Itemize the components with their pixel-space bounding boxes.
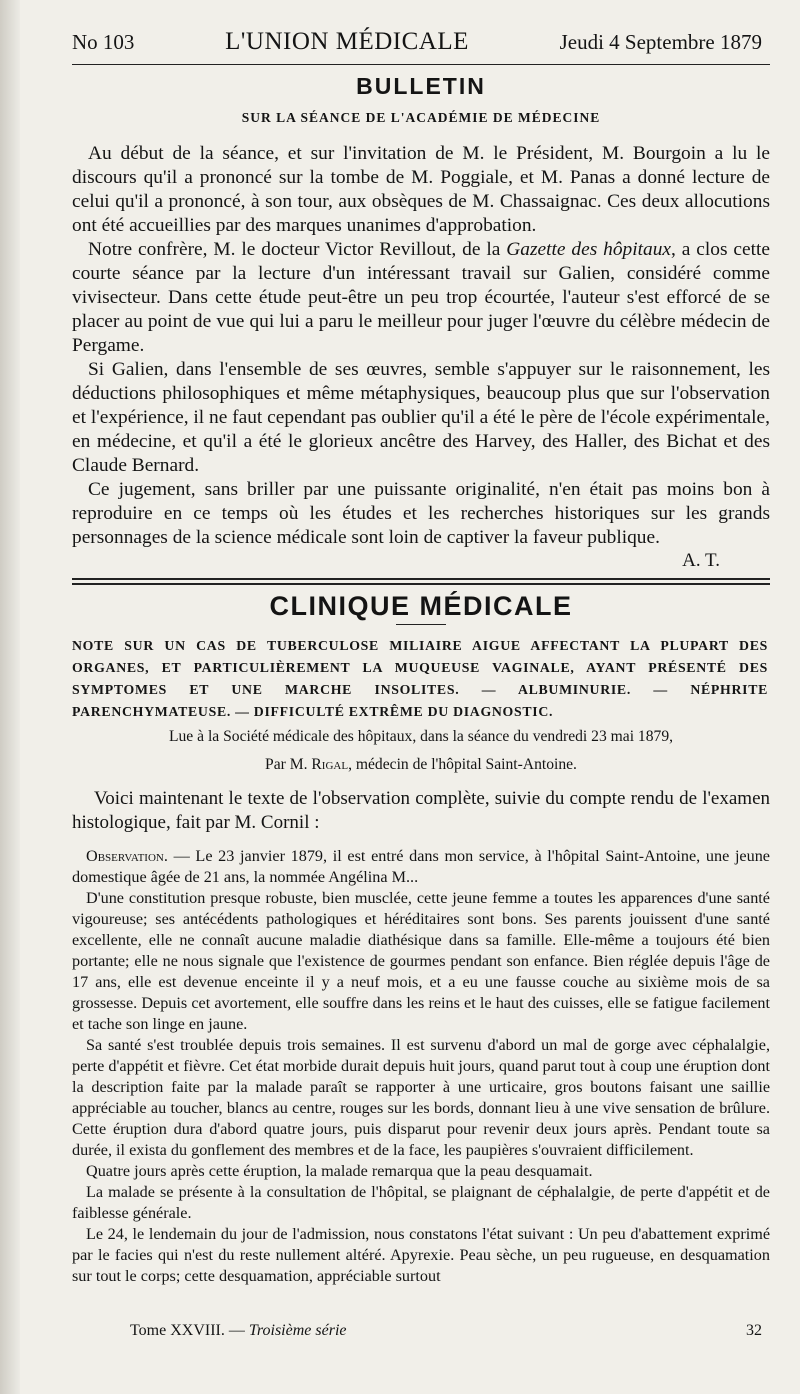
observation-paragraph: Sa santé s'est troublée depuis trois semaines. Il est survenu d'abord un mal de gorge avec céphalalgie, perte d'appétit et fièvre. Cet état morbide durait depuis huit jours, quand parut tout à coup une éruption dont la description faite par la malade paraît se rapporter à une urticaire, gros boutons faisant une saillie appréciable au toucher, blancs au centre, rouges sur les bords, donnant lieu à une vive sensation de brûlure. Cette éruption dura d'abord quatre jours, puis disparut pour revenir deux jours après. Pendant toute sa durée, il exista du gonflement des membres et de la face, les paupières s'ouvraient difficilement. <box>72 1036 770 1159</box>
gazette-title: Gazette des hôpitaux <box>506 239 672 260</box>
journal-title: L'UNION MÉDICALE <box>225 28 469 55</box>
observation-paragraph: D'une constitution presque robuste, bien musclée, cette jeune femme a toutes les apparences d'une santé vigoureuse; ses antécédents pathologiques et héréditaires sont bons. Ses parents jouissent d'une santé excellente, elle ne connaît aucune maladie diathésique dans sa famille. Elle-même a toujours été bien portante; elle ne nous signale que l'existence de gourmes pendant son enfance. Bien réglée depuis l'âge de 17 ans, elle est devenue enceinte il y a neuf mois, et a eu une fausse couche au sixième mois de sa grossesse. Depuis cet avortement, elle souffre dans les reins et le haut des cuisses, elle se fatigue facilement et tache son linge en jaune. <box>72 889 770 1033</box>
issue-date: Jeudi 4 Septembre 1879 <box>559 30 762 54</box>
bulletin-paragraph: Ce jugement, sans briller par une puissante originalité, n'en était pas moins bon à reproduire en ce temps où les études et les recherches historiques sur les grands personnages de la science médicale sont loin de captiver la faveur publique. <box>72 479 770 548</box>
author-line <box>72 751 770 779</box>
page-header <box>72 28 762 56</box>
observation-paragraph: La malade se présente à la consultation de l'hôpital, se plaignant de céphalalgie, de perte d'appétit et de faiblesse générale. <box>72 1183 770 1222</box>
clinique-title: CLINIQUE MÉDICALE <box>269 591 573 621</box>
bulletin-title: BULLETIN <box>356 73 486 99</box>
note-title: NOTE SUR UN CAS DE TUBERCULOSE MILIAIRE AIGUE AFFECTANT LA PLUPART DES ORGANES, ET PARTICULIÈREMENT LA MUQUEUSE VAGINALE, AYANT PRÉSENTÉ DES SYMPTOMES ET UNE MARCHE INSOLITES. — ALBUMINURIE. — NÉPHRITE PARENCHYMATEUSE. — DIFFICULTÉ EXTRÊME DU DIAGNOSTIC. <box>72 638 768 719</box>
author-name: Rigal <box>311 756 349 773</box>
page-binding-edge <box>0 0 20 1394</box>
read-at-line: Lue à la Société médicale des hôpitaux, dans la séance du vendredi 23 mai 1879, <box>168 728 674 745</box>
bulletin-paragraph: Au début de la séance, et sur l'invitation de M. le Président, M. Bourgoin a lu le discours qu'il a prononcé sur la tombe de M. Poggiale, et M. Panas a donné lecture de celui qu'il a prononcé, à son tour, aux obsèques de M. Chassaignac. Ces deux allocutions ont été accueillies par des marques unanimes d'approbation. <box>72 143 770 236</box>
series-label: Troisième série <box>248 1322 347 1339</box>
intro-paragraph: Voici maintenant le texte de l'observation complète, suivie du compte rendu de l'examen histologique, fait par M. Cornil : <box>72 788 770 833</box>
title-underline <box>396 624 446 625</box>
bulletin-paragraph <box>72 238 770 358</box>
issue-number: No 103 <box>72 30 135 54</box>
page-number: 32 <box>746 1322 762 1339</box>
observation-paragraph: Quatre jours après cette éruption, la malade remarqua que la peau desquamait. <box>86 1162 593 1180</box>
bulletin-subtitle: SUR LA SÉANCE DE L'ACADÉMIE DE MÉDECINE <box>241 110 601 125</box>
text-run: , a clos cette courte séance par la lecture d'un intéressant travail sur Galien, considéré comme vivisecteur. Dans cette étude peut-être un peu trop écourtée, l'auteur s'est efforcé de se placer au point de vue qui lui a paru le meilleur pour juger l'œuvre du célèbre médecin de Pergame. <box>72 239 771 356</box>
section-rule-top <box>72 578 770 580</box>
text-run: Par M. <box>265 756 312 773</box>
header-rule <box>72 64 770 65</box>
text-run: — Le 23 janvier 1879, il est entré dans mon service, à l'hôpital Saint-Antoine, une jeune domestique âgée de 21 ans, la nommée Angélina M... <box>72 847 770 886</box>
observation-label: Observation. <box>86 847 168 865</box>
bulletin-signature: A. T. <box>682 550 720 571</box>
text-run: , médecin de l'hôpital Saint-Antoine. <box>348 756 577 773</box>
section-rule-bottom <box>72 583 770 585</box>
page-footer <box>130 1322 762 1340</box>
observation-paragraph: Le 24, le lendemain du jour de l'admission, nous constatons l'état suivant : Un peu d'abattement exprimé par le facies qui n'est du reste nullement altéré. Apyrexie. Peau sèche, un peu rugueuse, en desquamation sur tout le corps; cette desquamation, appréciable surtout <box>72 1225 770 1285</box>
text-run: Notre confrère, M. le docteur Victor Revillout, de la <box>88 239 507 260</box>
bulletin-paragraph: Si Galien, dans l'ensemble de ses œuvres, semble s'appuyer sur le raisonnement, les déductions philosophiques et même métaphysiques, beaucoup plus que sur l'observation et l'expérience, il ne faut cependant pas oublier qu'il a été le père de l'école expérimentale, en médecine, et qu'il a été le glorieux ancêtre des Harvey, des Haller, des Bichat et des Claude Bernard. <box>72 359 770 476</box>
observation-paragraph <box>72 846 770 888</box>
volume-label: Tome XXVIII. — <box>130 1322 249 1339</box>
volume-info <box>130 1322 346 1340</box>
